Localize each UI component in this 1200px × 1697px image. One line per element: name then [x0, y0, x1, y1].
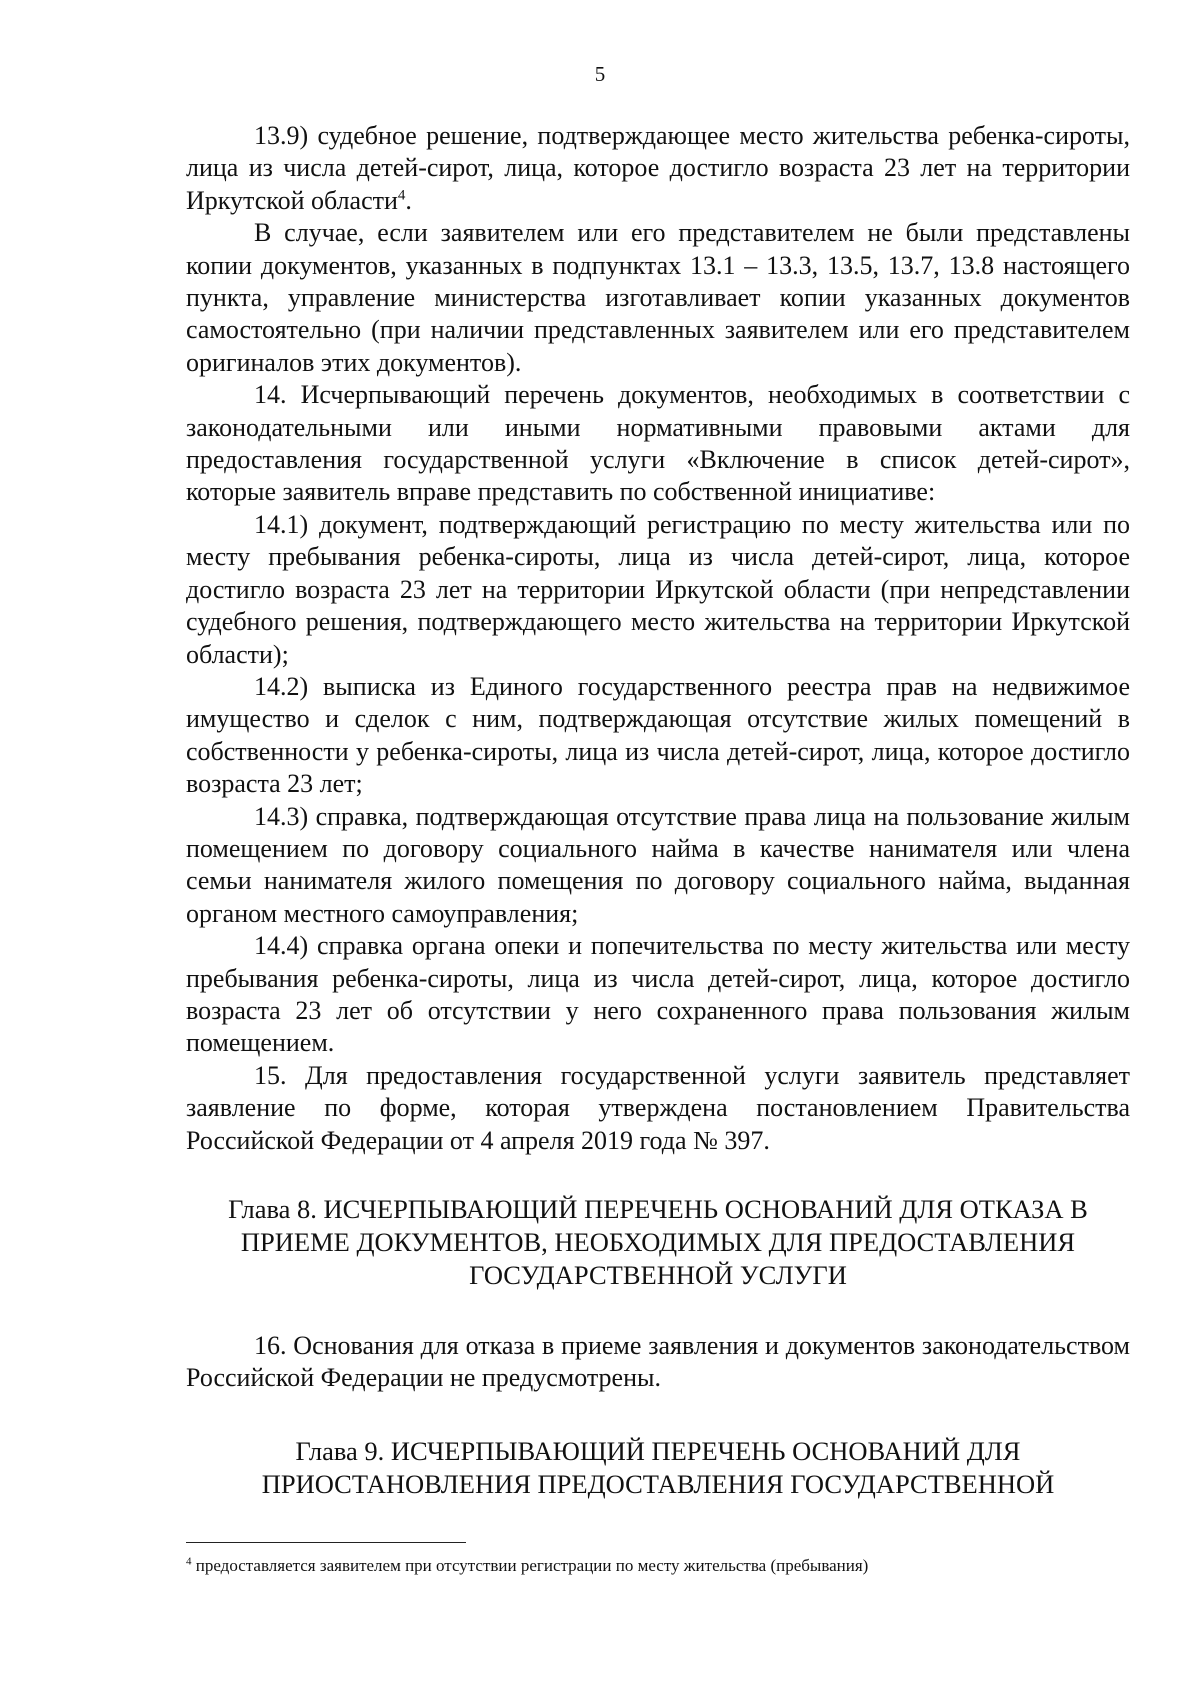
chapter-9-line-1: Глава 9. ИСЧЕРПЫВАЮЩИЙ ПЕРЕЧЕНЬ ОСНОВАНИЙ ДЛЯ [295, 1435, 1021, 1466]
paragraph-16: 16. Основания для отказа в приеме заявления и документов законодательством Российской Федерации не предусмотрены. [186, 1331, 1130, 1393]
paragraph-14-3: 14.3) справка, подтверждающая отсутствие права лица на пользование жилым помещением по договору социального найма в качестве нанимателя или члена семьи нанимателя жилого помещения по договору социального найма, выданная органом местного самоуправления; [186, 801, 1130, 928]
paragraph-14-4: 14.4) справка органа опеки и попечительства по месту жительства или месту пребывания ребенка-сироты, лица из числа детей-сирот, лица, которое достигло возраста 23 лет об отсутствии у него сохраненного права пользования жилым помещением. [186, 931, 1130, 1058]
paragraph-14-2: 14.2) выписка из Единого государственного реестра прав на недвижимое имущество и сделок с ним, подтверждающая отсутствие жилых помещений в собственности у ребенка-сироты, лица из числа детей-сирот, лица, которое достигло возраста 23 лет; [186, 671, 1130, 799]
paragraph-14: 14. Исчерпывающий перечень документов, необходимых в соответствии с законодательными или иными нормативными правовыми актами для предоставления государственной услуги «Включение в список детей-сирот», которые заявитель вправе представить по собственной инициативе: [186, 380, 1130, 507]
page-number: 5 [594, 62, 606, 86]
chapter-8-line-1: Глава 8. ИСЧЕРПЫВАЮЩИЙ ПЕРЕЧЕНЬ ОСНОВАНИЙ ДЛЯ ОТКАЗА В [228, 1194, 1088, 1224]
chapter-9-line-2: ПРИОСТАНОВЛЕНИЯ ПРЕДОСТАВЛЕНИЯ ГОСУДАРСТВЕННОЙ [261, 1468, 1055, 1499]
chapter-8-line-3: ГОСУДАРСТВЕННОЙ УСЛУГИ [469, 1260, 847, 1290]
document-body [186, 120, 1130, 1501]
paragraph-13-9 [186, 120, 1130, 217]
paragraph-text: 13.9) судебное решение, подтверждающее место жительства ребенка-сироты, лица из числа детей-сирот, лица, которое достигло возраста 23 лет на территории Иркутской области [186, 121, 1130, 215]
paragraph-copies-note: В случае, если заявителем или его представителем не были представлены копии документов, указанных в подпунктах 13.1 – 13.3, 13.5, 13.7, 13.8 настоящего пункта, управление министерства изготавливает копии указанных документов самостоятельно (при наличии представленных заявителем или его представителем оригиналов этих документов). [186, 218, 1130, 377]
footnote-mark: 4 [186, 1555, 192, 1568]
footnote [186, 1555, 1130, 1577]
footnote-text: предоставляется заявителем при отсутствии регистрации по месту жительства (пребывания) [191, 1556, 869, 1575]
footnote-reference[interactable]: 4 [397, 187, 406, 204]
paragraph-14-1: 14.1) документ, подтверждающий регистрацию по месту жительства или по месту пребывания ребенка-сироты, лица из числа детей-сирот, лица, которое достигло возраста 23 лет на территории Иркутской области (при непредставлении судебного решения, подтверждающего место жительства на территории Иркутской области); [186, 509, 1130, 669]
chapter-9-heading [186, 1435, 1130, 1501]
chapter-8-heading [186, 1193, 1130, 1292]
chapter-8-line-2: ПРИЕМЕ ДОКУМЕНТОВ, НЕОБХОДИМЫХ ДЛЯ ПРЕДОСТАВЛЕНИЯ [240, 1227, 1076, 1257]
paragraph-text-end: . [405, 185, 412, 215]
footnote-divider [186, 1542, 466, 1543]
paragraph-15: 15. Для предоставления государственной услуги заявитель представляет заявление по форме, которая утверждена постановлением Правительства Российской Федерации от 4 апреля 2019 года № 397. [186, 1060, 1130, 1155]
